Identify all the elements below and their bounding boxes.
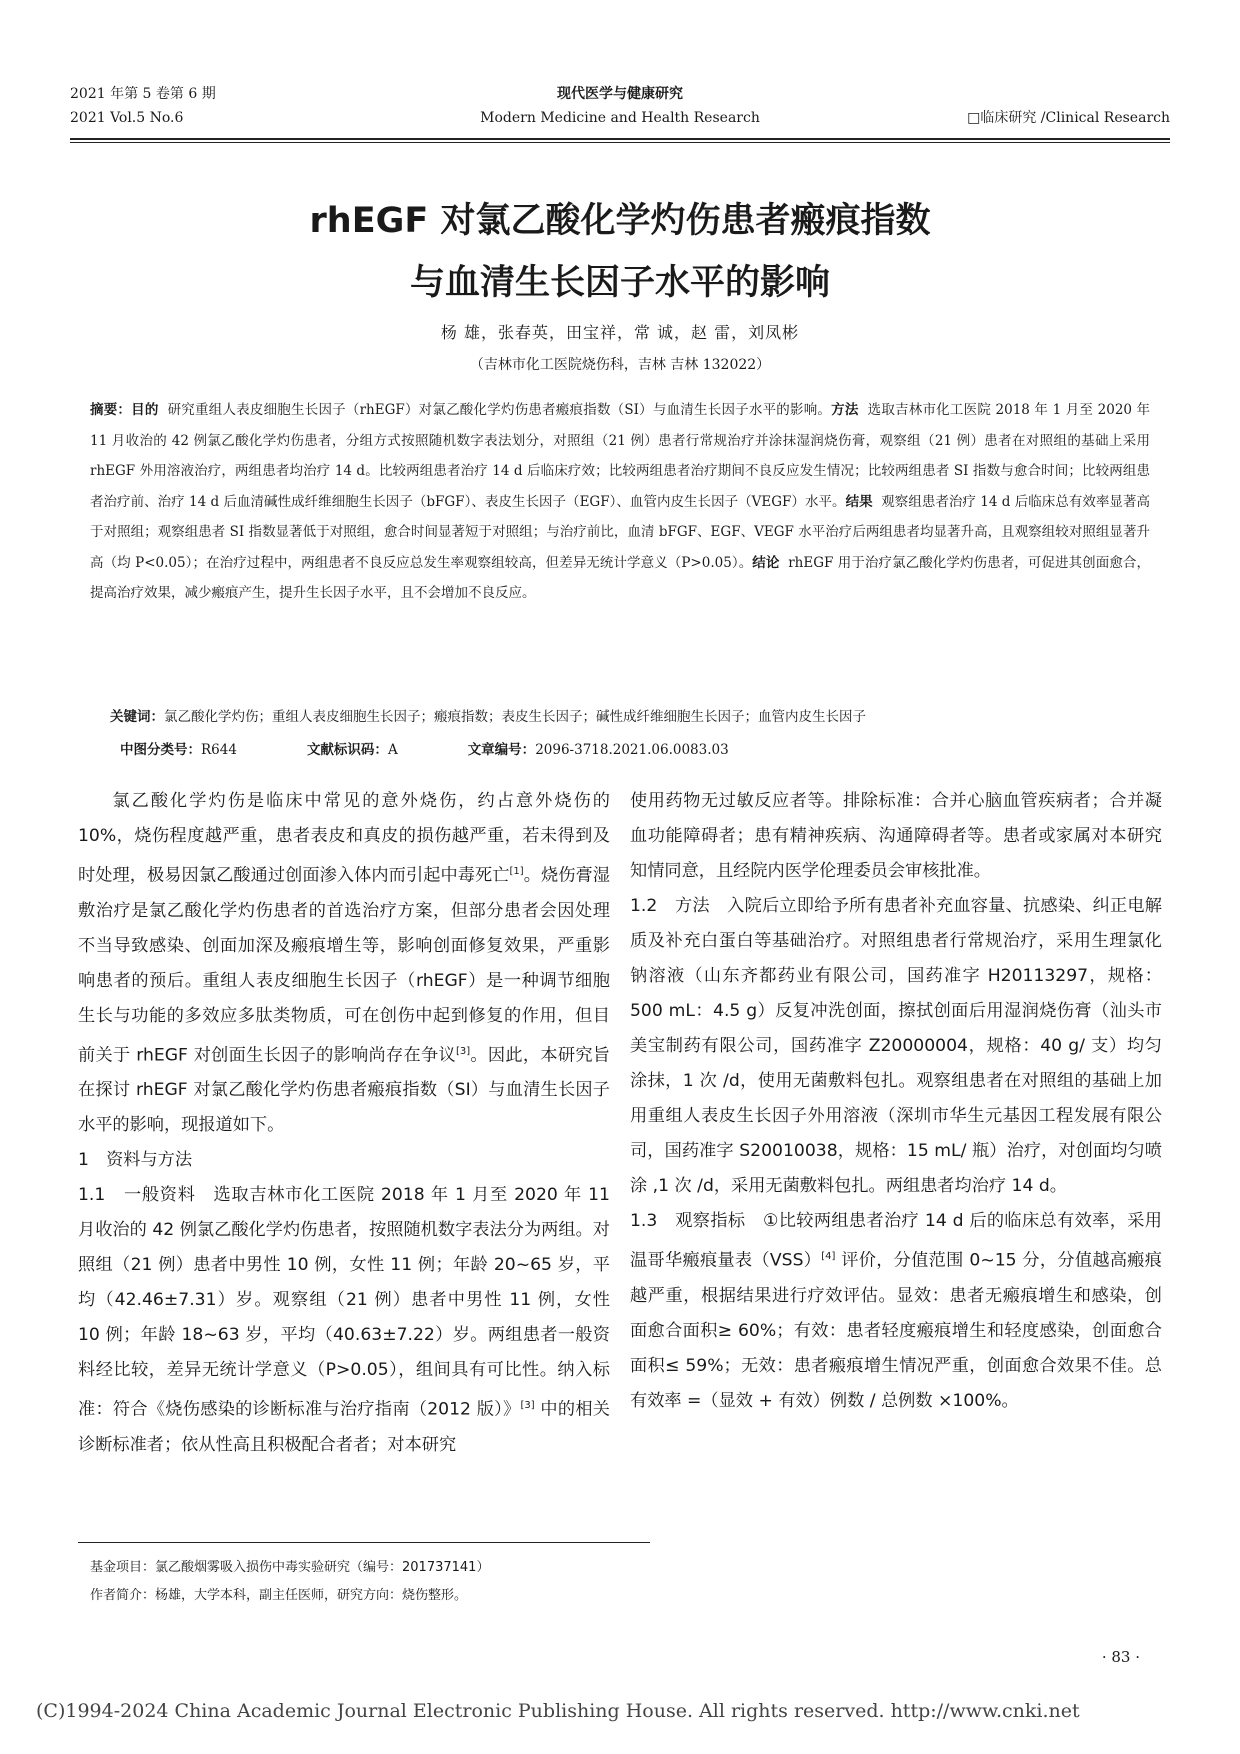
body-column-left <box>78 784 610 1463</box>
article-title <box>70 190 1170 314</box>
journal-name-cn: 现代医学与健康研究 <box>557 86 683 102</box>
author-list: 杨 雄，张春英，田宝祥，常 诚，赵 雷，刘凤彬 <box>440 323 800 342</box>
footnote-rule <box>78 1542 650 1543</box>
copyright-footer: (C)1994-2024 China Academic Journal Electronic Publishing House. All rights reserved. http://www.cnki.net <box>36 1700 1080 1722</box>
section-1-3 <box>630 1204 1162 1419</box>
ref-4: [4] <box>821 1251 836 1262</box>
objective-label: 目的 <box>131 402 159 418</box>
ref-3b: [3] <box>520 1400 535 1412</box>
result-text: 观察组患者治疗 14 d 后临床总有效率显著高于对照组；观察组患者 SI 指数显著低于对照组，愈合时间显著短于对照组；与治疗前比，血清 bFGF、EGF、VEGF 水平治疗后两组患者均显著升高，且观察组较对照组显著升高（均 P<0.05）；在治疗过程中，两组患者不良反应总发生率观察组较高，但差异无统计学意义（P>0.05）。 <box>90 493 1150 571</box>
section-1-2-label: 1.2 方法 <box>630 896 710 916</box>
title-line-1: rhEGF 对氯乙酸化学灼伤患者瘢痕指数 <box>309 201 931 241</box>
issue-cn: 2021 年第 5 卷第 6 期 <box>70 86 216 102</box>
abstract <box>90 395 1150 609</box>
ref-3: [3] <box>455 1045 471 1057</box>
page-number: · 83 · <box>1101 1648 1140 1666</box>
issue-en: 2021 Vol.5 No.6 <box>70 110 184 126</box>
clc-value: R644 <box>201 742 237 758</box>
section-name: □临床研究 /Clinical Research <box>967 110 1170 126</box>
classification-line <box>120 738 1150 758</box>
conclusion-text: rhEGF 用于治疗氯乙酸化学灼伤患者，可促进其创面愈合，提高治疗效果，减少瘢痕产生，提升生长因子水平，且不会增加不良反应。 <box>90 554 1151 601</box>
doc-code-label: 文献标识码： <box>306 742 388 758</box>
running-header <box>70 82 1170 134</box>
section-1-2-text: 入院后立即给予所有患者补充血容量、抗感染、纠正电解质及补充白蛋白等基础治疗。对照组患者行常规治疗，采用生理氯化钠溶液（山东齐都药业有限公司，国药准字 H20113297，规格：500 mL：4.5 g）反复冲洗创面，擦拭创面后用湿润烧伤膏（汕头市美宝制药有限公司，国药准字 Z20000004，规格：40 g/ 支）均匀涂抹，1 次 /d，使用无菌敷料包扎。观察组患者在对照组的基础上加用重组人表皮生长因子外用溶液（深圳市华生元基因工程发展有限公司，国药准字 S20010038，规格：15 mL/ 瓶）治疗，对创面均匀喷涂 ,1 次 /d，采用无菌敷料包扎。两组患者均治疗 14 d。 <box>630 896 1162 1196</box>
section-1-1 <box>78 1178 610 1463</box>
intro-text-2: 。烧伤膏湿敷治疗是氯乙酸化学灼伤患者的首选治疗方案，但部分患者会因处理不当导致感染、创面加深及瘢痕增生等，影响创面修复效果，严重影响患者的预后。重组人表皮细胞生长因子（rhEGF）是一种调节细胞生长与功能的多效应多肽类物质，可在创伤中起到修复的作用，但目前关于 rhEGF 对创面生长因子的影响尚存在争议 <box>78 865 610 1066</box>
section-heading-1: 1 资料与方法 <box>78 1150 193 1171</box>
result-label: 结果 <box>845 493 873 510</box>
affiliation: （吉林市化工医院烧伤科，吉林 吉林 132022） <box>469 357 771 373</box>
ref-1: [1] <box>509 866 524 877</box>
section-1-2 <box>630 889 1162 1204</box>
intro-text-3: 。因此，本研究旨在探讨 rhEGF 对氯乙酸化学灼伤患者瘢痕指数（SI）与血清生长因子水平的影响，现报道如下。 <box>78 1045 610 1136</box>
doc-code-value: A <box>387 742 398 758</box>
conclusion-label: 结论 <box>752 554 780 571</box>
criteria-paragraph: 使用药物无过敏反应者等。排除标准：合并心脑血管疾病者；合并凝血功能障碍者；患有精神疾病、沟通障碍者等。患者或家属对本研究知情同意，且经院内医学伦理委员会审核批准。 <box>630 791 1162 881</box>
keywords-text: 氯乙酸化学灼伤；重组人表皮细胞生长因子；瘢痕指数；表皮生长因子；碱性成纤维细胞生长因子；血管内皮生长因子 <box>164 709 866 725</box>
intro-text-1: 氯乙酸化学灼伤是临床中常见的意外烧伤，约占意外烧伤的 10%，烧伤程度越严重，患者表皮和真皮的损伤越严重，若未得到及时处理，极易因氯乙酸通过创面渗入体内而引起中毒死亡 <box>78 791 610 886</box>
article-no-label: 文章编号： <box>467 742 536 758</box>
keywords-label: 关键词： <box>110 709 164 725</box>
journal-name-en: Modern Medicine and Health Research <box>480 110 760 126</box>
method-label: 方法 <box>831 402 859 418</box>
body-column-right <box>630 784 1162 1419</box>
funding-note: 基金项目：氯乙酸烟雾吸入损伤中毒实验研究（编号：201737141） <box>90 1560 490 1575</box>
method-text: 选取吉林市化工医院 2018 年 1 月至 2020 年 11 月收治的 42 例氯乙酸化学灼伤患者，分组方式按照随机数字表法划分，对照组（21 例）患者行常规治疗并涂抹湿润烧伤膏，观察组（21 例）患者在对照组的基础上采用 rhEGF 外用溶液治疗，两组患者均治疗 14 d。比较两组患者治疗 14 d 后临床疗效；比较两组患者治疗期间不良反应发生情况；比较两组患者 SI 指数与愈合时间；比较两组患者治疗前、治疗 14 d 后血清碱性成纤维细胞生长因子（bFGF）、表皮生长因子（EGF）、血管内皮生长因子（VEGF）水平。 <box>90 402 1151 510</box>
header-rule <box>70 138 1170 140</box>
author-bio: 作者简介：杨雄，大学本科，副主任医师，研究方向：烧伤整形。 <box>90 1588 468 1603</box>
section-1-1-text-2: 中的相关诊断标准者；依从性高且积极配合者者；对本研究 <box>78 1400 610 1456</box>
section-1-3-text-2: 评价，分值范围 0~15 分，分值越高瘢痕越严重，根据结果进行疗效评估。显效：患者无瘢痕增生和感染，创面愈合面积≥ 60%；有效：患者轻度瘢痕增生和轻度感染，创面愈合面积≤ 59%；无效：患者瘢痕增生情况严重，创面愈合效果不佳。总有效率 =（显效 + 有效）例数 / 总例数 ×100%。 <box>630 1250 1162 1411</box>
section-1-1-text: 选取吉林市化工医院 2018 年 1 月至 2020 年 11 月收治的 42 例氯乙酸化学灼伤患者，按照随机数字表法分为两组。对照组（21 例）患者中男性 10 例，女性 11 例；年龄 20~65 岁，平均（42.46±7.31）岁。观察组（21 例）患者中男性 11 例，女性 10 例；年龄 18~63 岁，平均（40.63±7.22）岁。两组患者一般资料经比较，差异无统计学意义（P>0.05），组间具有可比性。纳入标准：符合《烧伤感染的诊断标准与治疗指南（2012 版）》 <box>78 1185 610 1421</box>
article-no-value: 2096-3718.2021.06.0083.03 <box>535 742 729 758</box>
clc-label: 中图分类号： <box>120 742 201 758</box>
header-rule-thin <box>70 142 1170 143</box>
intro-paragraph <box>78 784 610 1143</box>
title-line-2: 与血清生长因子水平的影响 <box>409 263 830 303</box>
section-1-3-text: ①比较两组患者治疗 14 d 后的临床总有效率，采用温哥华瘢痕量表（VSS） <box>630 1211 1162 1271</box>
section-1-1-label: 1.1 一般资料 <box>78 1185 196 1206</box>
keywords <box>110 705 1150 725</box>
abstract-label: 摘要： <box>90 402 132 418</box>
section-1-3-label: 1.3 观察指标 <box>630 1211 746 1231</box>
objective-text: 研究重组人表皮细胞生长因子（rhEGF）对氯乙酸化学灼伤患者瘢痕指数（SI）与血清生长因子水平的影响。 <box>167 402 832 418</box>
